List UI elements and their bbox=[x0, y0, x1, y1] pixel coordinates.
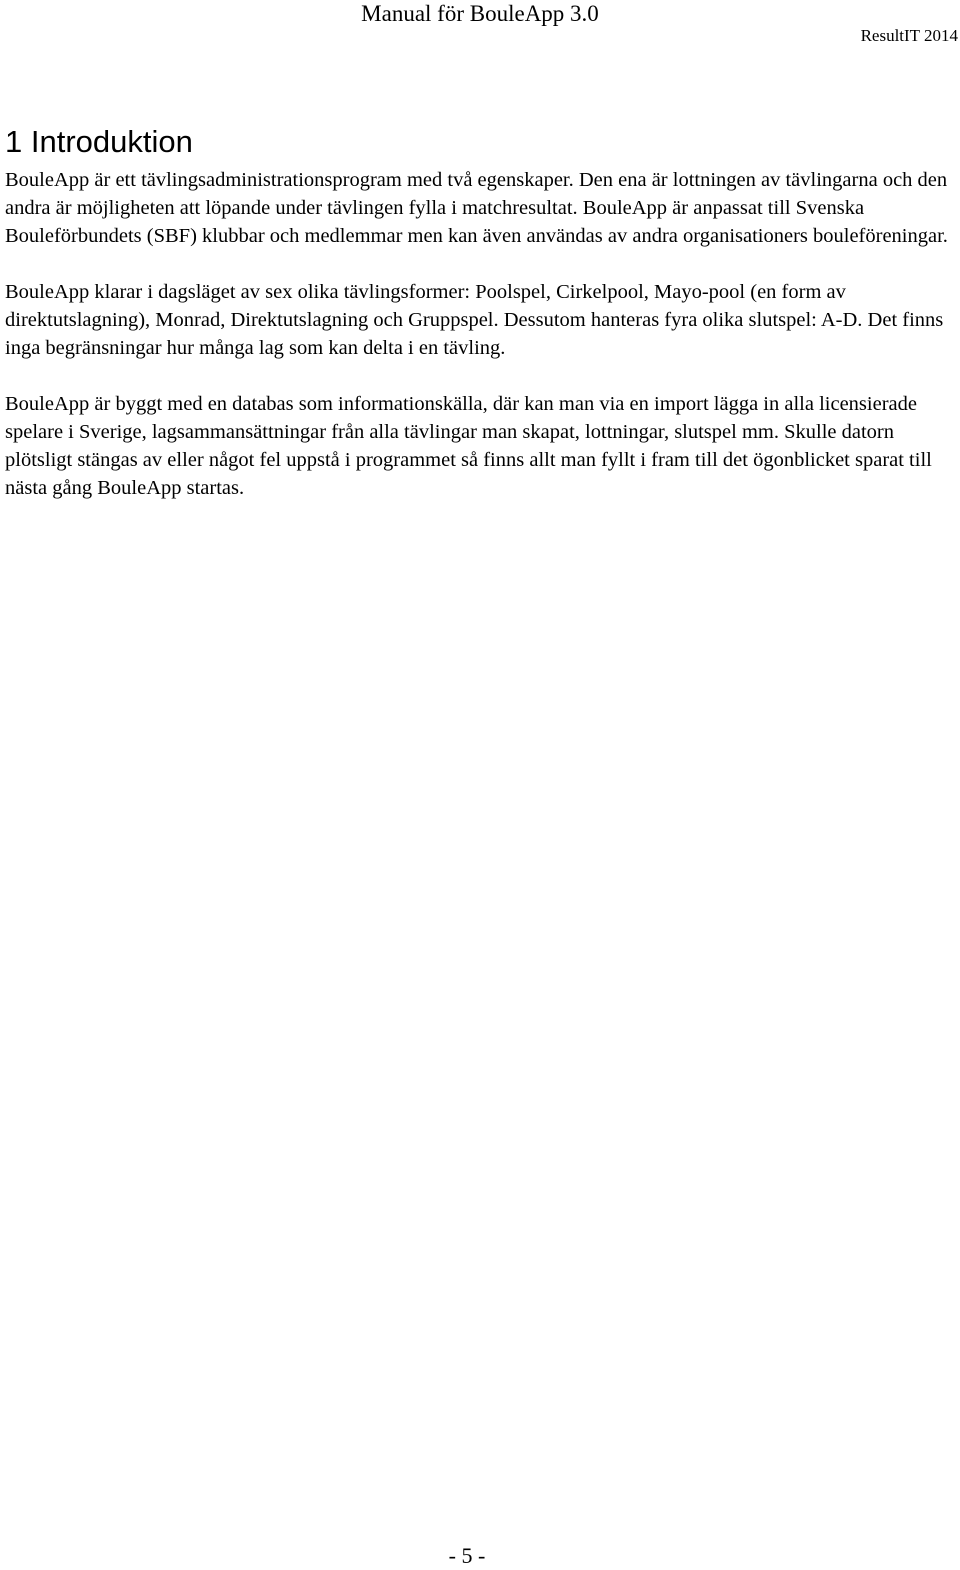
section-heading: 1 Introduktion bbox=[5, 124, 193, 159]
paragraph-competition-formats: BouleApp klarar i dagsläget av sex olika tävlingsformer: Poolspel, Cirkelpool, Mayo-pool (en form av direktutslagning), Monrad, Direktutslagning och Gruppspel. Dessutom hanteras fyra olika slutspel: A-D. Det finns inga begränsningar hur många lag som kan delta i en tävling. bbox=[5, 281, 944, 359]
document-header-company: ResultIT 2014 bbox=[860, 26, 958, 45]
paragraph-database: BouleApp är byggt med en databas som informationskälla, där kan man via en import lägga in alla licensierade spelare i Sverige, lagsammansättningar från alla tävlingar man skapat, lottningar, slutspel mm. Skulle datorn plötsligt stängas av eller något fel uppstå i programmet så finns allt man fyllt i fram till det ögonblicket sparat till nästa gång BouleApp startas. bbox=[5, 393, 932, 499]
paragraph-intro: BouleApp är ett tävlingsadministrationsprogram med två egenskaper. Den ena är lottningen av tävlingarna och den andra är möjligheten att löpande under tävlingen fylla i matchresultat. BouleApp är anpassat till Svenska Bouleförbundets (SBF) klubbar och medlemmar men kan även användas av andra organisationers bouleföreningar. bbox=[5, 169, 948, 247]
document-header-title: Manual för BouleApp 3.0 bbox=[361, 1, 599, 26]
section-body bbox=[5, 166, 950, 530]
page-number: - 5 - bbox=[448, 1543, 486, 1568]
